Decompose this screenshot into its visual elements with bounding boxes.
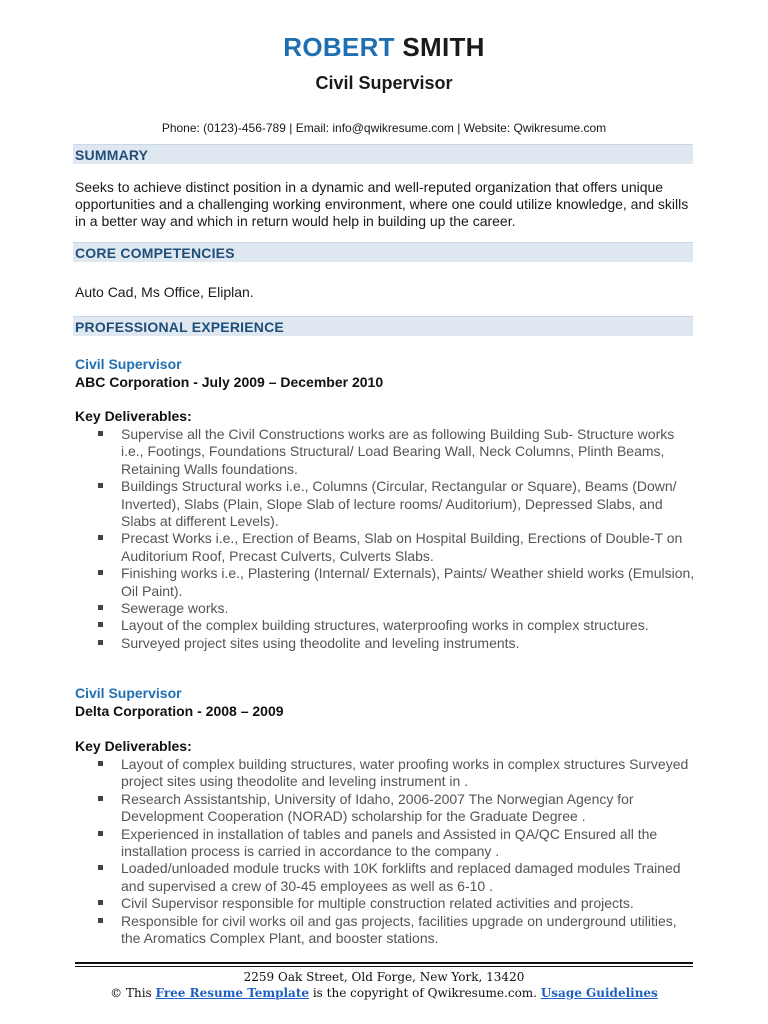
job-title: Civil Supervisor — [75, 685, 182, 701]
job-company: ABC Corporation - July 2009 – December 2010 — [75, 374, 384, 390]
bullet-icon — [98, 570, 103, 575]
candidate-name — [0, 30, 768, 64]
free-resume-template-link[interactable]: Free Resume Template — [155, 986, 309, 1000]
competencies-text: Auto Cad, Ms Office, Eliplan. — [75, 284, 254, 300]
bullet-icon — [98, 761, 103, 766]
job-company: Delta Corporation - 2008 – 2009 — [75, 703, 284, 719]
bullet-icon — [98, 431, 103, 436]
list-item: Layout of complex building structures, water proofing works in complex structures Surveyed project sites using theodolite and leveling instrument in . — [98, 756, 698, 791]
bullet-icon — [98, 796, 103, 801]
footer-divider — [75, 966, 693, 967]
deliverables-list — [98, 756, 698, 947]
list-item: Sewerage works. — [98, 600, 698, 617]
last-name: SMITH — [402, 32, 485, 62]
bullet-icon — [98, 483, 103, 488]
bullet-icon — [98, 622, 103, 627]
list-item: Finishing works i.e., Plastering (Internal/ Externals), Paints/ Weather shield works (Emulsion, Oil Paint). — [98, 565, 698, 600]
bullet-icon — [98, 640, 103, 645]
list-item: Buildings Structural works i.e., Columns (Circular, Rectangular or Square), Beams (Down/ Inverted), Slabs (Plain, Slope Slab of lecture rooms/ Auditorium), Depressed Slabs, and Slabs at different Levels). — [98, 478, 698, 530]
list-item: Responsible for civil works oil and gas projects, facilities upgrade on underground utilities, the Aromatics Complex Plant, and booster stations. — [98, 913, 698, 948]
list-item: Research Assistantship, University of Idaho, 2006-2007 The Norwegian Agency for Development Cooperation (NORAD) scholarship for the Graduate Degree . — [98, 791, 698, 826]
bullet-icon — [98, 918, 103, 923]
footer-divider — [75, 962, 693, 964]
job-title: Civil Supervisor — [75, 356, 182, 372]
bullet-icon — [98, 900, 103, 905]
summary-text: Seeks to achieve distinct position in a dynamic and well-reputed organization that offers unique opportunities and a challenging working environment, where one could utilize knowledge, and skills in a better way and which in return would help in building up the career. — [75, 179, 689, 229]
deliverables-list — [98, 426, 698, 652]
copyright-prefix: © This — [110, 986, 152, 1000]
footer-copyright — [0, 986, 768, 1001]
list-item: Supervise all the Civil Constructions works are as following Building Sub- Structure works i.e., Footings, Foundations Structural/ Load Bearing Wall, Neck Columns, Plinth Beams, Retaining Walls foundations. — [98, 426, 698, 478]
role-title: Civil Supervisor — [315, 73, 453, 93]
list-item: Experienced in installation of tables and panels and Assisted in QA/QC Ensured all the installation process is carried in accordance to the company . — [98, 826, 698, 861]
list-item: Civil Supervisor responsible for multiple construction related activities and projects. — [98, 895, 698, 912]
bullet-icon — [98, 605, 103, 610]
list-item: Precast Works i.e., Erection of Beams, Slab on Hospital Building, Erections of Double-T on Auditorium Roof, Precast Culverts, Culverts Slabs. — [98, 530, 698, 565]
usage-guidelines-link[interactable]: Usage Guidelines — [540, 986, 658, 1000]
experience-heading: PROFESSIONAL EXPERIENCE — [73, 316, 693, 336]
bullet-icon — [98, 535, 103, 540]
copyright-middle: is the copyright of Qwikresume.com. — [312, 986, 537, 1000]
first-name: ROBERT — [283, 32, 395, 62]
bullet-icon — [98, 831, 103, 836]
list-item: Surveyed project sites using theodolite and leveling instruments. — [98, 635, 698, 652]
key-deliverables-label: Key Deliverables: — [75, 408, 192, 424]
key-deliverables-label: Key Deliverables: — [75, 738, 192, 754]
bullet-icon — [98, 865, 103, 870]
competencies-heading: CORE COMPETENCIES — [73, 242, 693, 262]
list-item: Loaded/unloaded module trucks with 10K forklifts and replaced damaged modules Trained and supervised a crew of 30-45 employees as well as 6-10 . — [98, 860, 698, 895]
summary-heading: SUMMARY — [73, 144, 693, 164]
contact-line: Phone: (0123)-456-789 | Email: info@qwikresume.com | Website: Qwikresume.com — [161, 121, 607, 135]
list-item: Layout of the complex building structures, waterproofing works in complex structures. — [98, 617, 698, 634]
footer-address: 2259 Oak Street, Old Forge, New York, 13420 — [243, 970, 525, 984]
